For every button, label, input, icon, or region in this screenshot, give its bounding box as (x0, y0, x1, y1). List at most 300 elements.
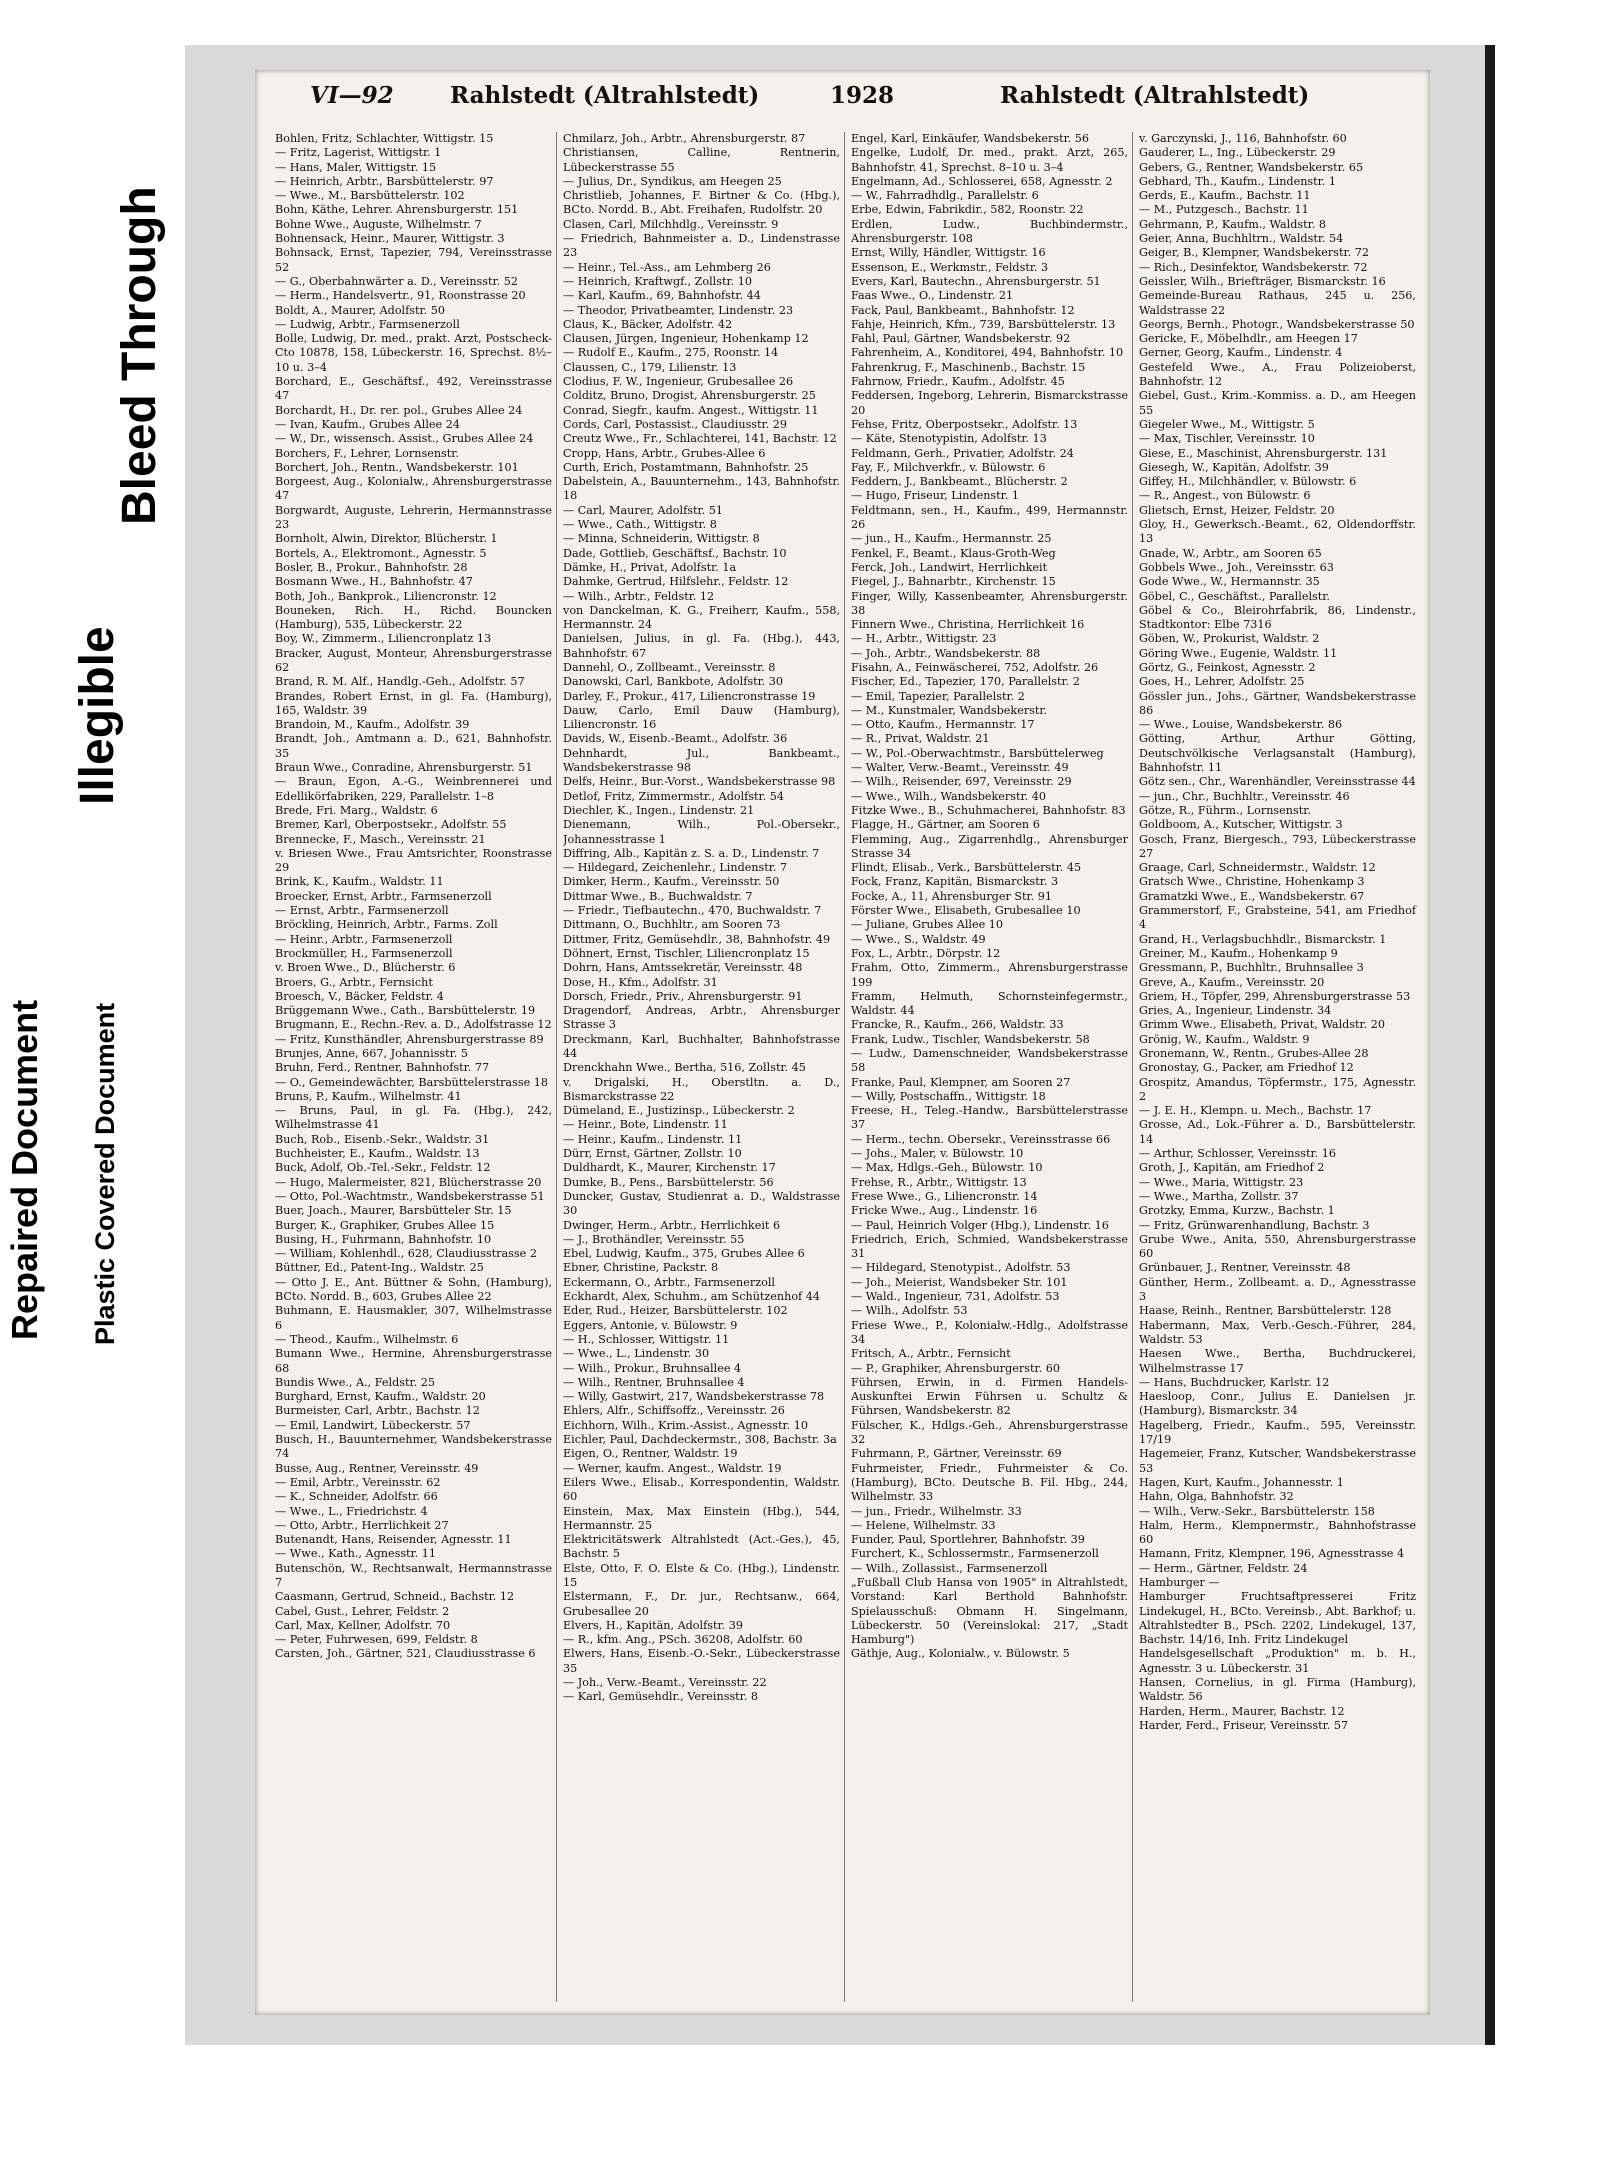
directory-entry: — Ludw., Damenschneider, Wandsbekerstrasse 58 (851, 1047, 1128, 1075)
directory-entry: Busing, H., Fuhrmann, Bahnhofstr. 10 (275, 1232, 492, 1246)
directory-entry: Borchard, E., Geschäftsf., 492, Vereinsstrasse 47 (275, 375, 552, 403)
directory-entry: Griem, H., Töpfer, 299, Ahrensburgerstrasse 53 (1139, 989, 1411, 1003)
header-year: 1928 (830, 82, 895, 109)
directory-entry: Brüggemann Wwe., Cath., Barsbüttelerstr. 19 (275, 1004, 536, 1018)
directory-entry: Dreckmann, Karl, Buchhalter, Bahnhofstrasse 44 (563, 1032, 840, 1060)
directory-entry: Förster Wwe., Elisabeth, Grubesallee 10 (851, 904, 1081, 918)
directory-entry: Buck, Adolf, Ob.-Tel.-Sekr., Feldstr. 12 (275, 1161, 491, 1175)
directory-entry: Dürr, Ernst, Gärtner, Zollstr. 10 (563, 1147, 742, 1161)
directory-entry: — Emil, Arbtr., Vereinsstr. 62 (275, 1475, 441, 1489)
directory-entry: Clodius, F. W., Ingenieur, Grubesallee 26 (563, 375, 794, 389)
directory-entry: Fahrenheim, A., Konditorei, 494, Bahnhofstr. 10 (851, 346, 1124, 360)
directory-entry: Faas Wwe., O., Lindenstr. 21 (851, 289, 1014, 303)
directory-entry: — Wwe., Maria, Wittigstr. 23 (1139, 1175, 1304, 1189)
directory-entry: Bohn, Käthe, Lehrer. Ahrensburgerstr. 151 (275, 203, 519, 217)
directory-entry: Dauw, Carlo, Emil Dauw (Hamburg), Liliencronstr. 16 (563, 703, 840, 732)
directory-entry: Hamann, Fritz, Klempner, 196, Agnesstrasse 4 (1139, 1547, 1405, 1561)
directory-entry: Hagen, Kurt, Kaufm., Johannesstr. 1 (1139, 1475, 1344, 1489)
directory-entry: Ehlers, Alfr., Schiffsoffz., Vereinsstr. 26 (563, 1404, 785, 1418)
directory-entry: Bornholt, Alwin, Direktor, Blücherstr. 1 (275, 532, 498, 546)
directory-entry: Eder, Rud., Heizer, Barsbüttelerstr. 102 (563, 1304, 788, 1318)
directory-entry: Hamburger — (1139, 1575, 1220, 1589)
directory-entry: — Paul, Heinrich Volger (Hbg.), Lindenstr. 16 (851, 1218, 1109, 1232)
directory-entry: Goes, H., Lehrer, Adolfstr. 25 (1139, 675, 1305, 689)
directory-entry: Göbel, C., Geschäftst., Parallelstr. (1139, 589, 1330, 603)
directory-entry: Engelke, Ludolf, Dr. med., prakt. Arzt, 265, Bahnhofstr. 41, Sprechst. 8–10 u. 3–4 (851, 146, 1128, 174)
directory-entry: Bröckling, Heinrich, Arbtr., Farms. Zoll (275, 918, 498, 932)
directory-entry: Frahm, Otto, Zimmerm., Ahrensburgerstrasse 199 (851, 961, 1128, 989)
directory-entry: — Emil, Landwirt, Lübeckerstr. 57 (275, 1418, 471, 1432)
directory-entry: Borgeest, Aug., Kolonialw., Ahrensburgerstrasse 47 (275, 475, 552, 503)
directory-entry: Dittmann, O., Buchhltr., am Sooren 73 (563, 918, 781, 932)
directory-entry: — H., Schlosser, Wittigstr. 11 (563, 1332, 730, 1346)
directory-entry: — Walter, Verw.-Beamt., Vereinsstr. 49 (851, 761, 1069, 775)
directory-entry: Fuhrmeister, Friedr., Fuhrmeister & Co. (Hamburg), BCto. Deutsche B. Fil. Hbg., 244, Wilhelmstr. 33 (851, 1461, 1128, 1504)
directory-entry: — Julius, Dr., Syndikus, am Heegen 25 (563, 174, 782, 188)
directory-entry: Bohlen, Fritz, Schlachter, Wittigstr. 15 (275, 132, 494, 145)
directory-entry: Gressmann, P., Buchhltr., Bruhnsallee 3 (1139, 961, 1364, 975)
directory-entry: — Hugo, Friseur, Lindenstr. 1 (851, 489, 1019, 503)
directory-entry: v. Broen Wwe., D., Blücherstr. 6 (275, 961, 456, 975)
directory-entry: Eigen, O., Rentner, Waldstr. 19 (563, 1447, 738, 1461)
directory-entry: Geissler, Wilh., Briefträger, Bismarckstr. 16 (1139, 274, 1386, 288)
directory-entry: — Emil, Tapezier, Parallelstr. 2 (851, 689, 1025, 703)
directory-entry: Claussen, C., 179, Lilienstr. 13 (563, 360, 737, 374)
directory-entry: Eggers, Antonie, v. Bülowstr. 9 (563, 1318, 738, 1332)
directory-entry: Drenckhahn Wwe., Bertha, 516, Zollstr. 45 (563, 1061, 806, 1075)
directory-entry: — Fritz, Kunsthändler, Ahrensburgerstrasse 89 (275, 1032, 544, 1046)
directory-entry: — W., Fahrradhdlg., Parallelstr. 6 (851, 189, 1039, 203)
directory-entry: Brockmüller, H., Farmsenerzoll (275, 946, 453, 960)
directory-entry: Dabelstein, A., Bauunternehm., 143, Bahnhofstr. 18 (563, 475, 840, 503)
directory-entry: Ernst, Willy, Händler, Wittigstr. 16 (851, 246, 1046, 260)
directory-entry: Fitzke Wwe., B., Schuhmacherei, Bahnhofstr. 83 (851, 803, 1126, 817)
scanned-page-frame (185, 45, 1495, 2045)
directory-entry: Gronostay, G., Packer, am Friedhof 12 (1139, 1061, 1354, 1075)
directory-entry: Bruns, P., Kaufm., Wilhelmstr. 41 (275, 1089, 462, 1103)
directory-entry: Groth, J., Kapitän, am Friedhof 2 (1139, 1161, 1325, 1175)
directory-entry: — Wwe., Wilh., Wandsbekerstr. 40 (851, 789, 1046, 803)
directory-entry: Borchardt, H., Dr. rer. pol., Grubes Allee 24 (275, 403, 523, 417)
directory-entry: Boy, W., Zimmerm., Liliencronplatz 13 (275, 632, 492, 646)
directory-entry: Dose, H., Kfm., Adolfstr. 31 (563, 975, 718, 989)
directory-entry: Eckhardt, Alex, Schuhm., am Schützenhof 44 (563, 1290, 820, 1304)
directory-column-1 (275, 132, 557, 2002)
directory-entry: Gemeinde-Bureau Rathaus, 245 u. 256, Waldstrasse 22 (1139, 289, 1416, 317)
directory-entry: — Carl, Maurer, Adolfstr. 51 (563, 503, 723, 517)
directory-entry: Grospitz, Amandus, Töpfermstr., 175, Agnesstr. 2 (1139, 1075, 1416, 1103)
directory-entry: Claus, K., Bäcker, Adolfstr. 42 (563, 317, 733, 331)
directory-entry: Grotzky, Emma, Kurzw., Bachstr. 1 (1139, 1204, 1335, 1218)
directory-entry: Grosse, Ad., Lok.-Führer a. D., Barsbüttelerstr. 14 (1139, 1118, 1416, 1146)
directory-entry: — Heinr., Tel.-Ass., am Lehmberg 26 (563, 260, 771, 274)
directory-entry: — G., Oberbahnwärter a. D., Vereinsstr. 52 (275, 274, 518, 288)
directory-entry: — Käte, Stenotypistin, Adolfstr. 13 (851, 432, 1047, 446)
directory-entry: — Wwe., Martha, Zollstr. 37 (1139, 1189, 1299, 1203)
directory-entry: Günther, Herm., Zollbeamt. a. D., Agnesstrasse 3 (1139, 1275, 1416, 1304)
directory-entry: Duncker, Gustav, Studienrat a. D., Waldstrasse 30 (563, 1189, 840, 1218)
directory-entry: Framm, Helmuth, Schornsteinfegermstr., Waldstr. 44 (851, 989, 1128, 1018)
directory-entry: — Max, Hdlgs.-Geh., Bülowstr. 10 (851, 1161, 1043, 1175)
directory-entry: Fahrnow, Friedr., Kaufm., Adolfstr. 45 (851, 375, 1065, 389)
directory-entry: Dumke, B., Pens., Barsbüttelerstr. 56 (563, 1175, 774, 1189)
directory-entry: — P., Graphiker, Ahrensburgerstr. 60 (851, 1361, 1060, 1375)
directory-entry: Bohnensack, Heinr., Maurer, Wittigstr. 3 (275, 232, 505, 246)
directory-entry: — Wilh., Reisender, 697, Vereinsstr. 29 (851, 775, 1072, 789)
directory-entry: — Karl, Gemüsehdlr., Vereinsstr. 8 (563, 1690, 759, 1704)
directory-entry: Dorsch, Friedr., Priv., Ahrensburgerstr. 91 (563, 989, 803, 1003)
directory-entry: Brand, R. M. Alf., Handlg.-Geh., Adolfstr. 57 (275, 675, 525, 689)
directory-entry: — Juliane, Grubes Allee 10 (851, 918, 1004, 932)
directory-entry: Evers, Karl, Bautechn., Ahrensburgerstr. 51 (851, 274, 1101, 288)
directory-entry: Dwinger, Herm., Arbtr., Herrlichkeit 6 (563, 1218, 781, 1232)
directory-entry: — Hans, Maler, Wittigstr. 15 (275, 160, 437, 174)
directory-entry: Brandoin, M., Kaufm., Adolfstr. 39 (275, 718, 470, 732)
directory-entry: — R., Angest., von Bülowstr. 6 (1139, 489, 1311, 503)
directory-entry: Dohrn, Hans, Amtssekretär, Vereinsstr. 48 (563, 961, 803, 975)
directory-entry: Büttner, Ed., Patent-Ing., Waldstr. 25 (275, 1261, 484, 1275)
directory-entry: Fahrenkrug, F., Maschinenb., Bachstr. 15 (851, 360, 1086, 374)
directory-entry: Fay, F., Milchverkfr., v. Bülowstr. 6 (851, 460, 1046, 474)
directory-entry: — Wwe., M., Barsbüttelerstr. 102 (275, 189, 465, 203)
directory-entry: Freese, H., Teleg.-Handw., Barsbüttelerstrasse 37 (851, 1104, 1128, 1132)
directory-entry: Essenson, E., Werkmstr., Feldstr. 3 (851, 260, 1049, 274)
directory-entry: — Hugo, Malermeister, 821, Blücherstrasse 20 (275, 1175, 542, 1189)
directory-entry: Fricke Wwe., Aug., Lindenstr. 16 (851, 1204, 1038, 1218)
directory-entry: Butenandt, Hans, Reisender, Agnesstr. 11 (275, 1533, 512, 1547)
directory-entry: Gratsch Wwe., Christine, Hohenkamp 3 (1139, 875, 1365, 889)
directory-entry: — Wwe., Louise, Wandsbekerstr. 86 (1139, 718, 1343, 732)
directory-entry: Fenkel, F., Beamt., Klaus-Groth-Weg (851, 546, 1056, 560)
directory-entry: Conrad, Siegfr., kaufm. Angest., Wittigstr. 11 (563, 403, 819, 417)
directory-entry: Borchert, Joh., Rentn., Wandsbekerstr. 101 (275, 460, 519, 474)
directory-entry: Brink, K., Kaufm., Waldstr. 11 (275, 875, 444, 889)
directory-entry: Danielsen, Julius, in gl. Fa. (Hbg.), 443, Bahnhofstr. 67 (563, 632, 840, 660)
directory-entry: Fehse, Fritz, Oberpostsekr., Adolfstr. 13 (851, 417, 1078, 431)
directory-entry: Gloy, H., Gewerksch.-Beamt., 62, Oldendorffstr. 13 (1139, 518, 1416, 546)
directory-entry: — Johs., Maler, v. Bülowstr. 10 (851, 1147, 1024, 1161)
directory-entry: „Fußball Club Hansa von 1905" in Altrahlstedt, Vorstand: Karl Berthold Bahnhofstr. Spielausschuß: Obmann H. Singelmann, Lübeckerstr. 50 (Vereinslokal: 217, „Stadt Hamburg") (851, 1575, 1128, 1647)
directory-entry: Hagelberg, Friedr., Kaufm., 595, Vereinsstr. 17/19 (1139, 1418, 1416, 1447)
directory-entry: Dade, Gottlieb, Geschäftsf., Bachstr. 10 (563, 546, 787, 560)
directory-entry: — K., Schneider, Adolfstr. 66 (275, 1490, 438, 1504)
directory-entry: — Wwe., Cath., Wittigstr. 8 (563, 518, 717, 532)
directory-entry: Fahje, Heinrich, Kfm., 739, Barsbüttelerstr. 13 (851, 317, 1116, 331)
directory-entry: Frehse, R., Arbtr., Wittigstr. 13 (851, 1175, 1027, 1189)
directory-entry: — jun., Chr., Buchhltr., Vereinsstr. 46 (1139, 789, 1350, 803)
directory-entry: Cabel, Gust., Lehrer, Feldstr. 2 (275, 1604, 450, 1618)
directory-entry: Flemming, Aug., Zigarrenhdlg., Ahrensburger Strasse 34 (851, 832, 1128, 860)
directory-entry: Colditz, Bruno, Drogist, Ahrensburgerstr. 25 (563, 389, 816, 403)
stamp-repaired-document: Repaired Document (4, 999, 45, 1340)
directory-column-2 (563, 132, 845, 2002)
directory-entry: Creutz Wwe., Fr., Schlachterei, 141, Bachstr. 12 (563, 432, 837, 446)
directory-entry: Göbel & Co., Bleirohrfabrik, 86, Lindenstr., Stadtkontor: Elbe 7316 (1139, 603, 1416, 632)
directory-entry: Finger, Willy, Kassenbeamter, Ahrensburgerstr. 38 (851, 589, 1128, 617)
directory-entry: Bracker, August, Monteur, Ahrensburgerstrasse 62 (275, 646, 552, 674)
directory-entry: Dehnhardt, Jul., Bankbeamt., Wandsbekerstrasse 98 (563, 746, 840, 775)
directory-entry: Busse, Aug., Rentner, Vereinsstr. 49 (275, 1461, 479, 1475)
directory-entry: Haesen Wwe., Bertha, Buchdruckerei, Wilhelmstrasse 17 (1139, 1347, 1416, 1375)
directory-entry: Eilers Wwe., Elisab., Korrespondentin, Waldstr. 60 (563, 1475, 840, 1504)
directory-entry: Clasen, Carl, Milchhdlg., Vereinsstr. 9 (563, 217, 779, 231)
directory-entry: — Herm., techn. Obersekr., Vereinsstrasse 66 (851, 1132, 1111, 1146)
directory-entry: — Heinr., Kaufm., Lindenstr. 11 (563, 1132, 743, 1146)
directory-entry: Götze, R., Führm., Lornsenstr. (1139, 803, 1311, 817)
directory-entry: — Max, Tischler, Vereinsstr. 10 (1139, 432, 1315, 446)
directory-entry: Elektricitätswerk Altrahlstedt (Act.-Ges.), 45, Bachstr. 5 (563, 1533, 840, 1561)
directory-entry: — Wwe., Kath., Agnesstr. 11 (275, 1547, 437, 1561)
directory-entry: Elvers, H., Kapitän, Adolfstr. 39 (563, 1618, 743, 1632)
directory-column-3 (851, 132, 1133, 2002)
directory-entry: Elwers, Hans, Eisenb.-O.-Sekr., Lübeckerstrasse 35 (563, 1647, 840, 1675)
directory-entry: Gerds, E., Kaufm., Bachstr. 11 (1139, 189, 1311, 203)
directory-entry: Führsen, Erwin, in d. Firmen Handels-Auskunftei Erwin Führsen u. Schultz & Führsen, Wandsbekerstr. 82 (851, 1375, 1128, 1418)
directory-entry: Fox, L., Arbtr., Dörpstr. 12 (851, 946, 1001, 960)
directory-entry: Hagemeier, Franz, Kutscher, Wandsbekerstrasse 53 (1139, 1447, 1416, 1475)
directory-entry: Feldmann, Gerh., Privatier, Adolfstr. 24 (851, 446, 1074, 460)
directory-entry: Graage, Carl, Schneidermstr., Waldstr. 12 (1139, 861, 1376, 875)
directory-entry: Curth, Erich, Postamtmann, Bahnhofstr. 25 (563, 460, 809, 474)
directory-entry: Fritsch, A., Arbtr., Fernsicht (851, 1347, 1011, 1361)
directory-entry: Fack, Paul, Bankbeamt., Bahnhofstr. 12 (851, 303, 1075, 317)
directory-entry: Buhmann, E. Hausmakler, 307, Wilhelmstrasse 6 (275, 1304, 552, 1332)
directory-entry: — Ernst, Arbtr., Farmsenerzoll (275, 904, 449, 918)
directory-entry: Gobbels Wwe., Joh., Vereinsstr. 63 (1139, 560, 1334, 574)
directory-entry: Flagge, H., Gärtner, am Sooren 6 (851, 818, 1040, 832)
directory-entry: Francke, R., Kaufm., 266, Waldstr. 33 (851, 1018, 1064, 1032)
directory-entry: Bosmann Wwe., H., Bahnhofstr. 47 (275, 575, 473, 589)
directory-entry: Gericke, F., Möbelhdlr., am Heegen 17 (1139, 332, 1358, 346)
directory-entry: Dimker, Herm., Kaufm., Vereinsstr. 50 (563, 875, 780, 889)
directory-entry: Erbe, Edwin, Fabrikdir., 582, Roonstr. 22 (851, 203, 1084, 217)
directory-entry: Brugmann, E., Rechn.-Rev. a. D., Adolfstrasse 12 (275, 1018, 552, 1032)
directory-entry: Ferck, Joh., Landwirt, Herrlichkeit (851, 560, 1048, 574)
directory-entry: Giese, E., Maschinist, Ahrensburgerstr. 131 (1139, 446, 1388, 460)
directory-entry: Focke, A., 11, Ahrensburger Str. 91 (851, 889, 1052, 903)
directory-entry: — Theod., Kaufm., Wilhelmstr. 6 (275, 1332, 459, 1346)
directory-entry: Borgwardt, Auguste, Lehrerin, Hermannstrasse 23 (275, 503, 552, 532)
directory-entry: Döhnert, Ernst, Tischler, Liliencronplatz 15 (563, 946, 810, 960)
directory-entry: Both, Joh., Bankprok., Liliencronstr. 12 (275, 589, 497, 603)
directory-entry: Göben, W., Prokurist, Waldstr. 2 (1139, 632, 1320, 646)
directory-entry: Brennecke, F., Masch., Vereinsstr. 21 (275, 832, 486, 846)
directory-entry: — Wwe., L., Lindenstr. 30 (563, 1347, 710, 1361)
directory-entry: Brandes, Robert Ernst, in gl. Fa. (Hamburg), 165, Waldstr. 39 (275, 689, 552, 717)
directory-entry: Bruhn, Ferd., Rentner, Bahnhofstr. 77 (275, 1061, 490, 1075)
directory-entry: Dragendorf, Andreas, Arbtr., Ahrensburger Strasse 3 (563, 1004, 840, 1032)
directory-entry: v. Garczynski, J., 116, Bahnhofstr. 60 (1139, 132, 1347, 145)
directory-entry: Gosch, Franz, Biergesch., 793, Lübeckerstrasse 27 (1139, 832, 1416, 860)
directory-entry: — Rudolf E., Kaufm., 275, Roonstr. 14 (563, 346, 779, 360)
directory-entry: Frank, Ludw., Tischler, Wandsbekerstr. 58 (851, 1032, 1090, 1046)
directory-entry: Bumann Wwe., Hermine, Ahrensburgerstrasse 68 (275, 1347, 552, 1375)
directory-entry: — Werner, kaufm. Angest., Waldstr. 19 (563, 1461, 782, 1475)
directory-entry: Giesegh, W., Kapitän, Adolfstr. 39 (1139, 460, 1329, 474)
directory-entry: Gebers, G., Rentner, Wandsbekerstr. 65 (1139, 160, 1364, 174)
directory-entry: Delfs, Heinr., Bur.-Vorst., Wandsbekerstrasse 98 (563, 775, 836, 789)
directory-entry: — Ivan, Kaufm., Grubes Allee 24 (275, 417, 460, 431)
directory-entry: Bohne Wwe., Auguste, Wilhelmstr. 7 (275, 217, 482, 231)
directory-entry: Dienemann, Wilh., Pol.-Obersekr., Johannesstrasse 1 (563, 818, 840, 846)
directory-entry: Eichhorn, Wilh., Krim.-Assist., Agnesstr. 10 (563, 1418, 808, 1432)
directory-entry: — Hildegard, Zeichenlehr., Lindenstr. 7 (563, 861, 788, 875)
directory-entry: von Danckelman, K. G., Freiherr, Kaufm., 558, Hermannstr. 24 (563, 603, 840, 632)
directory-entry: — Herm., Gärtner, Feldstr. 24 (1139, 1561, 1308, 1575)
directory-entry: Cords, Carl, Postassist., Claudiusstr. 29 (563, 417, 788, 431)
directory-entry: Gronemann, W., Rentn., Grubes-Allee 28 (1139, 1047, 1369, 1060)
stamp-illegible: Illegible (71, 626, 124, 805)
directory-entry: Gestefeld Wwe., A., Frau Polizeioberst, Bahnhofstr. 12 (1139, 360, 1416, 389)
directory-entry: Gebhard, Th., Kaufm., Lindenstr. 1 (1139, 174, 1336, 188)
directory-entry: Harden, Herm., Maurer, Bachstr. 12 (1139, 1704, 1345, 1718)
directory-entry: — Braun, Egon, A.-G., Weinbrennerei und Edellikörfabriken, 229, Parallelstr. 1–8 (275, 775, 552, 803)
directory-entry: — O., Gemeindewächter, Barsbüttelerstrasse 18 (275, 1075, 548, 1089)
directory-entry: Dannehl, O., Zollbeamt., Vereinsstr. 8 (563, 660, 776, 674)
directory-entry: Carsten, Joh., Gärtner, 521, Claudiusstrasse 6 (275, 1647, 536, 1661)
directory-entry: — R., Privat, Waldstr. 21 (851, 732, 990, 746)
directory-entry: Diechler, K., Ingen., Lindenstr. 21 (563, 803, 755, 817)
directory-entry: — Helene, Wilhelmstr. 33 (851, 1518, 996, 1532)
directory-entry: Gramatzki Wwe., E., Wandsbekerstr. 67 (1139, 889, 1365, 903)
directory-entry: — W., Pol.-Oberwachtmstr., Barsbüttelerweg (851, 746, 1104, 760)
directory-entry: Butenschön, W., Rechtsanwalt, Hermannstrasse 7 (275, 1561, 552, 1589)
directory-entry: Christlieb, Johannes, F. Birtner & Co. (Hbg.), BCto. Nordd. B., Abt. Freihafen, Rudolfstr. 20 (563, 189, 840, 217)
directory-entry: — M., Kunstmaler, Wandsbekerstr. (851, 703, 1048, 717)
directory-entry: — Joh., Verw.-Beamt., Vereinsstr. 22 (563, 1676, 767, 1690)
directory-entry: Buer, Joach., Maurer, Barsbütteler Str. 15 (275, 1204, 512, 1218)
directory-entry: Davids, W., Eisenb.-Beamt., Adolfstr. 36 (563, 732, 788, 746)
directory-entry: Buchheister, E., Kaufm., Waldstr. 13 (275, 1147, 480, 1161)
directory-entry: — J. E. H., Klempn. u. Mech., Bachstr. 17 (1139, 1104, 1372, 1118)
directory-entry: Feddern, J., Bankbeamt., Blücherstr. 2 (851, 475, 1068, 489)
directory-entry: — J., Brothändler, Vereinsstr. 55 (563, 1232, 745, 1246)
directory-entry: — M., Putzgesch., Bachstr. 11 (1139, 203, 1309, 217)
directory-entry: Busch, H., Bauunternehmer, Wandsbekerstrasse 74 (275, 1433, 552, 1461)
page-reference: VI—92 (310, 82, 394, 109)
directory-entry: — Friedr., Tiefbautechn., 470, Buchwaldstr. 7 (563, 904, 822, 918)
directory-entry: — Fritz, Lagerist, Wittigstr. 1 (275, 146, 442, 160)
directory-page (255, 70, 1430, 2015)
directory-entry: Broesch, V., Bäcker, Feldstr. 4 (275, 989, 444, 1003)
directory-entry: Fülscher, K., Hdlgs.-Geh., Ahrensburgerstrasse 32 (851, 1418, 1128, 1447)
directory-entry: Engelmann, Ad., Schlosserei, 658, Agnesstr. 2 (851, 174, 1113, 188)
directory-columns (275, 132, 1420, 2002)
directory-entry: Bouneken, Rich. H., Richd. Bouncken (Hamburg), 535, Lübeckerstr. 22 (275, 603, 552, 632)
directory-entry: — W., Dr., wissensch. Assist., Grubes Allee 24 (275, 432, 534, 446)
directory-entry: — Hildegard, Stenotypist., Adolfstr. 53 (851, 1261, 1071, 1275)
directory-entry: Grand, H., Verlagsbuchhdlr., Bismarckstr. 1 (1139, 932, 1387, 946)
directory-entry: — William, Kohlenhdl., 628, Claudiusstrasse 2 (275, 1247, 537, 1261)
directory-entry: Grube Wwe., Anita, 550, Ahrensburgerstrasse 60 (1139, 1232, 1416, 1261)
directory-entry: Chmilarz, Joh., Arbtr., Ahrensburgerstr. 87 (563, 132, 806, 145)
directory-entry: Diffring, Alb., Kapitän z. S. a. D., Lindenstr. 7 (563, 846, 820, 860)
directory-entry: Burghard, Ernst, Kaufm., Waldstr. 20 (275, 1390, 486, 1404)
directory-entry: Greve, A., Kaufm., Vereinsstr. 20 (1139, 975, 1325, 989)
directory-entry: Ebner, Christine, Packstr. 8 (563, 1261, 719, 1275)
directory-entry: Borchers, F., Lehrer, Lornsenstr. (275, 446, 459, 460)
directory-entry: — Peter, Fuhrwesen, 699, Feldstr. 8 (275, 1633, 478, 1647)
directory-entry: Geier, Anna, Buchhltrn., Waldstr. 54 (1139, 232, 1344, 246)
stamp-bleed-through: Bleed Through (113, 186, 166, 525)
directory-entry: Harder, Ferd., Friseur, Vereinsstr. 57 (1139, 1718, 1349, 1732)
directory-entry: Eckermann, O., Arbtr., Farmsenerzoll (563, 1275, 775, 1289)
directory-entry: Carl, Max, Kellner, Adolfstr. 70 (275, 1618, 451, 1632)
directory-entry: Giegeler Wwe., M., Wittigstr. 5 (1139, 417, 1315, 431)
archive-stamps (0, 0, 185, 2177)
directory-entry: Bosler, B., Prokur., Bahnhofstr. 28 (275, 560, 468, 574)
directory-entry: — H., Arbtr., Wittigstr. 23 (851, 632, 997, 646)
directory-entry: Gries, A., Ingenieur, Lindenstr. 34 (1139, 1004, 1332, 1018)
right-header-title: Rahlstedt (Altrahlstedt) (1000, 82, 1310, 109)
directory-entry: Giebel, Gust., Krim.-Kommiss. a. D., am Heegen 55 (1139, 389, 1416, 417)
directory-entry: Broers, G., Arbtr., Fernsicht (275, 975, 433, 989)
directory-entry: — Joh., Meierist, Wandsbeker Str. 101 (851, 1275, 1068, 1289)
directory-entry: — Joh., Arbtr., Wandsbekerstr. 88 (851, 646, 1041, 660)
directory-entry: Haesloop, Conr., Julius E. Danielsen jr. (Hamburg), Bismarckstr. 34 (1139, 1390, 1416, 1418)
directory-entry: v. Briesen Wwe., Frau Amtsrichter, Roonstrasse 29 (275, 846, 552, 875)
directory-entry: Christiansen, Calline, Rentnerin, Lübeckerstrasse 55 (563, 146, 840, 174)
directory-entry: Furchert, K., Schlossermstr., Farmsenerzoll (851, 1547, 1099, 1561)
directory-entry: — Heinrich, Kraftwgf., Zollstr. 10 (563, 274, 752, 288)
directory-entry: Gauderer, L., Ing., Lübeckerstr. 29 (1139, 146, 1336, 160)
directory-entry: — Heinr., Bote, Lindenstr. 11 (563, 1118, 728, 1132)
directory-entry: — Wilh., Adolfstr. 53 (851, 1304, 968, 1318)
directory-entry: — Arthur, Schlosser, Vereinsstr. 16 (1139, 1147, 1336, 1161)
directory-entry: Dümeland, E., Justizinsp., Lübeckerstr. 2 (563, 1104, 795, 1118)
directory-entry: Frese Wwe., G., Liliencronstr. 14 (851, 1189, 1038, 1203)
directory-entry: Götting, Arthur, Arthur Götting, Deutschvölkische Verlagsanstalt (Hamburg), Bahnhofstr. 11 (1139, 732, 1416, 775)
directory-entry: — Fritz, Grünwarenhandlung, Bachstr. 3 (1139, 1218, 1370, 1232)
directory-entry: Braun Wwe., Conradine, Ahrensburgerstr. 51 (275, 761, 533, 775)
directory-entry: Dämke, H., Privat, Adolfstr. 1a (563, 560, 737, 574)
directory-entry: — Wwe., S., Waldstr. 49 (851, 932, 986, 946)
directory-entry: Feddersen, Ingeborg, Lehrerin, Bismarckstrasse 20 (851, 389, 1128, 417)
directory-entry: — Willy, Postschaffn., Wittigstr. 18 (851, 1089, 1046, 1103)
directory-entry: Eichler, Paul, Dachdeckermstr., 308, Bachstr. 3a (563, 1433, 837, 1447)
directory-entry: — Bruns, Paul, in gl. Fa. (Hbg.), 242, Wilhelmstrasse 41 (275, 1104, 552, 1132)
directory-entry: Görtz, G., Feinkost, Agnesstr. 2 (1139, 660, 1316, 674)
directory-entry: Elste, Otto, F. O. Elste & Co. (Hbg.), Lindenstr. 15 (563, 1561, 840, 1589)
directory-entry: Gerner, Georg, Kaufm., Lindenstr. 4 (1139, 346, 1343, 360)
directory-entry: — Otto, Arbtr., Herrlichkeit 27 (275, 1518, 449, 1532)
directory-entry: — Heinr., Arbtr., Farmsenerzoll (275, 932, 453, 946)
left-header-title: Rahlstedt (Altrahlstedt) (450, 82, 760, 109)
directory-entry: Bortels, A., Elektromont., Agnesstr. 5 (275, 546, 487, 560)
directory-entry: Friese Wwe., P., Kolonialw.-Hdlg., Adolfstrasse 34 (851, 1318, 1128, 1346)
directory-entry: Fuhrmann, P., Gärtner, Vereinsstr. 69 (851, 1447, 1062, 1461)
directory-entry: — Karl, Kaufm., 69, Bahnhofstr. 44 (563, 289, 761, 303)
directory-entry: Hansen, Cornelius, in gl. Firma (Hamburg), Waldstr. 56 (1139, 1676, 1416, 1704)
directory-entry: Ebel, Ludwig, Kaufm., 375, Grubes Allee 6 (563, 1247, 805, 1261)
directory-entry: Hamburger Fruchtsaftpresserei Fritz Lindekugel, H., BCto. Vereinsb., Abt. Barkhof; u. Altrahlstedter B., PSch. 2202, Lindekugel, 137, Bachstr. 14/16, Inh. Fritz Lindekugel (1139, 1590, 1416, 1647)
directory-entry: — Wilh., Rentner, Bruhnsallee 4 (563, 1375, 745, 1389)
directory-entry: Fisahn, A., Feinwäscherei, 752, Adolfstr. 26 (851, 660, 1099, 674)
directory-entry: Dittmer, Fritz, Gemüsehdlr., 38, Bahnhofstr. 49 (563, 932, 831, 946)
page-header (310, 82, 1390, 122)
directory-entry: v. Drigalski, H., Oberstltn. a. D., Bismarckstrasse 22 (563, 1075, 840, 1103)
directory-entry: Dahmke, Gertrud, Hilfslehr., Feldstr. 12 (563, 575, 789, 589)
directory-entry: — Heinrich, Arbtr., Barsbüttelerstr. 97 (275, 174, 494, 188)
directory-entry: Erdlen, Ludw., Buchbindermstr., Ahrensburgerstr. 108 (851, 217, 1128, 246)
directory-entry: Elstermann, F., Dr. jur., Rechtsanw., 664, Grubesallee 20 (563, 1590, 840, 1618)
directory-entry: — Minna, Schneiderin, Wittigstr. 8 (563, 532, 760, 546)
directory-entry: Handelsgesellschaft „Produktion" m. b. H., Agnesstr. 3 u. Lübeckerstr. 31 (1139, 1647, 1416, 1675)
directory-entry: Gehrmann, P., Kaufm., Waldstr. 8 (1139, 217, 1327, 231)
directory-entry: — Theodor, Privatbeamter, Lindenstr. 23 (563, 303, 794, 317)
directory-entry: — Friedrich, Bahnmeister a. D., Lindenstrasse 23 (563, 232, 840, 260)
directory-entry: — Ludwig, Arbtr., Farmsenerzoll (275, 317, 460, 331)
